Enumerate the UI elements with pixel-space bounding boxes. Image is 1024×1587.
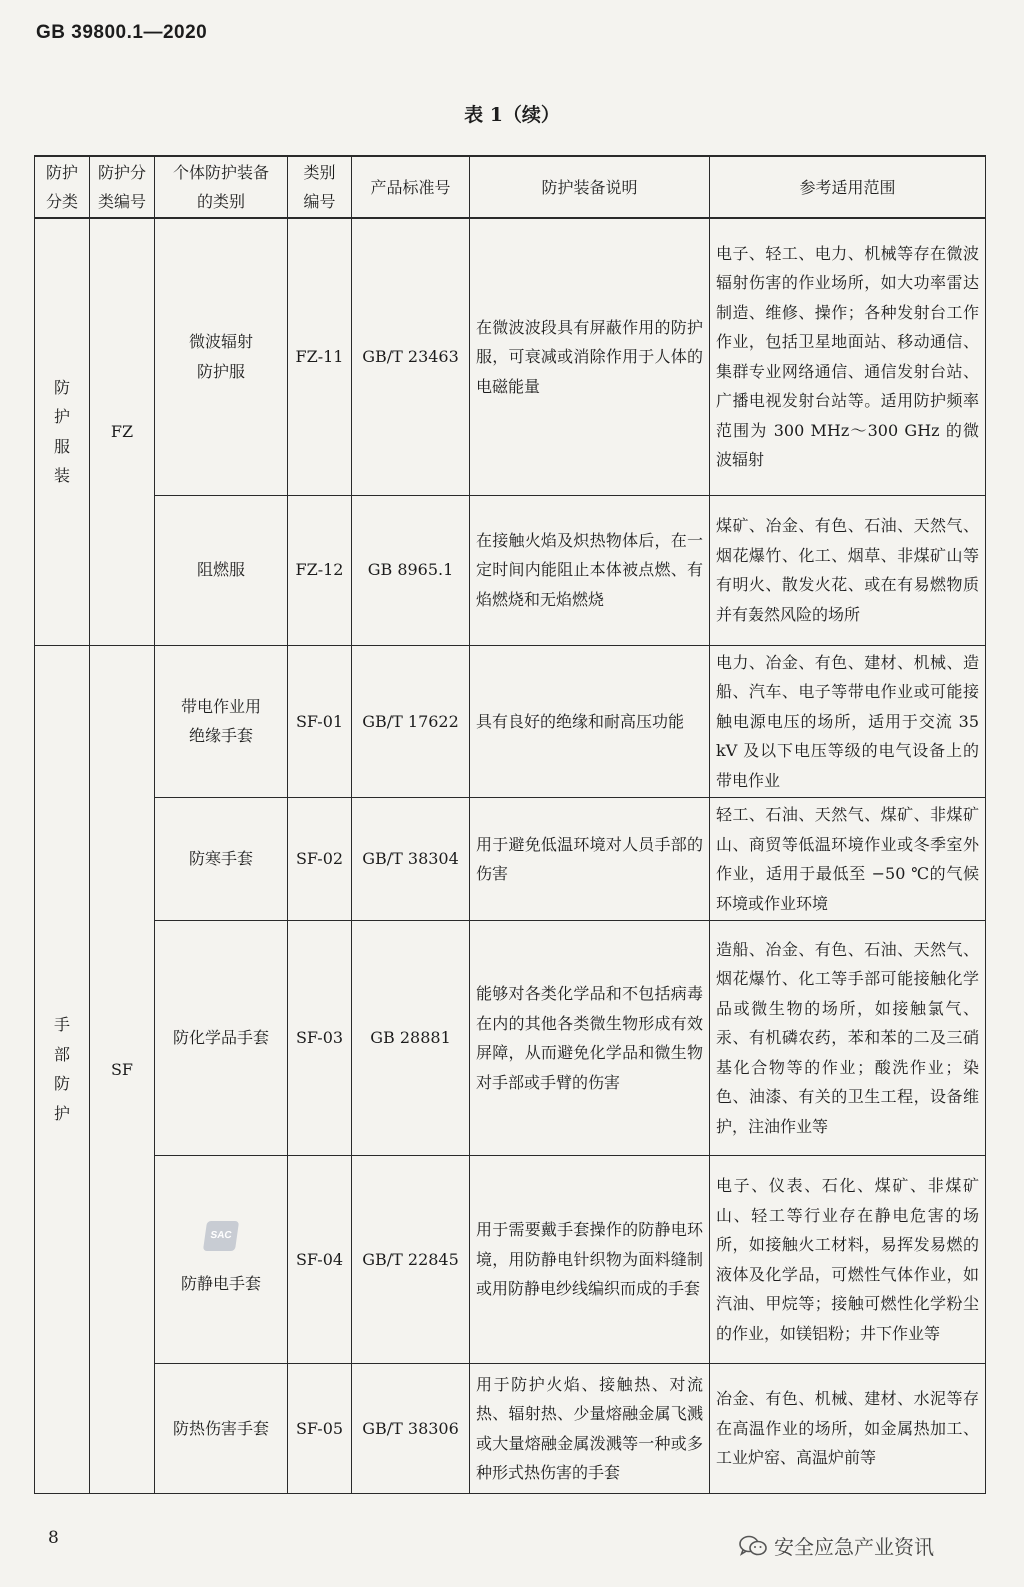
source-watermark xyxy=(738,1531,934,1560)
scope-cell: 电子、轻工、电力、机械等存在微波辐射伤害的作业场所，如大功率雷达制造、维修、操作；各种发射台工作作业，包括卫星地面站、移动通信、集群专业网络通信、通信发射台站、广播电视发射台站等。适用防护频率范围为 300 MHz～300 GHz 的微波辐射 xyxy=(710,218,986,495)
table-header-row xyxy=(35,156,986,218)
table-row xyxy=(35,921,986,1156)
category-code-cell: FZ xyxy=(90,218,155,645)
scope-cell: 轻工、石油、天然气、煤矿、非煤矿山、商贸等低温环境作业或冬季室外作业，适用于最低至 −50 ℃的气候环境或作业环境 xyxy=(710,798,986,921)
table-row xyxy=(35,1364,986,1494)
type-code-cell: SF-01 xyxy=(288,645,352,798)
description-cell: 用于防护火焰、接触热、对流热、辐射热、少量熔融金属飞溅或大量熔融金属泼溅等一种或多种形式热伤害的手套 xyxy=(470,1364,710,1494)
col-header-description: 防护装备说明 xyxy=(470,156,710,218)
type-code-cell: FZ-12 xyxy=(288,495,352,645)
description-cell: 用于需要戴手套操作的防静电环境，用防静电针织物为面料缝制或用防静电纱线编织而成的手套 xyxy=(470,1156,710,1364)
standard-cell: GB 8965.1 xyxy=(352,495,470,645)
category-cell: 手 部 防 护 xyxy=(35,645,90,1494)
description-cell: 能够对各类化学品和不包括病毒在内的其他各类微生物形成有效屏障，从而避免化学品和微生物对手部或手臂的伤害 xyxy=(470,921,710,1156)
equipment-type-cell: 防寒手套 xyxy=(155,798,288,921)
scope-cell: 煤矿、冶金、有色、石油、天然气、烟花爆竹、化工、烟草、非煤矿山等有明火、散发火花、或在有易燃物质并有轰然风险的场所 xyxy=(710,495,986,645)
table-caption: 表 1（续） xyxy=(464,104,560,126)
description-cell: 具有良好的绝缘和耐高压功能 xyxy=(470,645,710,798)
standard-cell: GB/T 38304 xyxy=(352,798,470,921)
col-header-type-code: 类别 编号 xyxy=(288,156,352,218)
equipment-type-cell: 防热伤害手套 xyxy=(155,1364,288,1494)
table-row xyxy=(35,645,986,798)
equipment-type-cell: 微波辐射 防护服 xyxy=(155,218,288,495)
equipment-type-cell: 带电作业用 绝缘手套 xyxy=(155,645,288,798)
col-header-category-code: 防护分 类编号 xyxy=(90,156,155,218)
table-row xyxy=(35,798,986,921)
description-cell: 在微波波段具有屏蔽作用的防护服，可衰减或消除作用于人体的电磁能量 xyxy=(470,218,710,495)
equipment-type-cell: 阻燃服 xyxy=(155,495,288,645)
standard-cell: GB 28881 xyxy=(352,921,470,1156)
scope-cell: 冶金、有色、机械、建材、水泥等存在高温作业的场所，如金属热加工、工业炉窑、高温炉前等 xyxy=(710,1364,986,1494)
col-header-category: 防护 分类 xyxy=(35,156,90,218)
type-code-cell: SF-04 xyxy=(288,1156,352,1364)
wechat-icon xyxy=(738,1534,768,1558)
type-code-cell: FZ-11 xyxy=(288,218,352,495)
description-cell: 在接触火焰及炽热物体后，在一定时间内能阻止本体被点燃、有焰燃烧和无焰燃烧 xyxy=(470,495,710,645)
category-code-cell: SF xyxy=(90,645,155,1494)
equipment-type-cell: 防化学品手套 xyxy=(155,921,288,1156)
scope-cell: 电力、冶金、有色、建材、机械、造船、汽车、电子等带电作业或可能接触电源电压的场所，适用于交流 35 kV 及以下电压等级的电气设备上的带电作业 xyxy=(710,645,986,798)
type-code-cell: SF-02 xyxy=(288,798,352,921)
source-name: 安全应急产业资讯 xyxy=(774,1535,934,1559)
col-header-standard: 产品标准号 xyxy=(352,156,470,218)
table-row xyxy=(35,1156,986,1364)
table-row xyxy=(35,218,986,495)
standard-cell: GB/T 23463 xyxy=(352,218,470,495)
document-code-header: GB 39800.1—2020 xyxy=(36,22,208,43)
standards-table xyxy=(34,155,986,1494)
col-header-scope: 参考适用范围 xyxy=(710,156,986,218)
table-row xyxy=(35,495,986,645)
category-cell: 防 护 服 装 xyxy=(35,218,90,645)
scope-cell: 造船、冶金、有色、石油、天然气、烟花爆竹、化工等手部可能接触化学品或微生物的场所，如接触氯气、汞、有机磷农药，苯和苯的二及三硝基化合物等的作业；酸洗作业；染色、油漆、有关的卫生工程，设备维护，注油作业等 xyxy=(710,921,986,1156)
sac-watermark-logo: SAC xyxy=(203,1221,239,1251)
standard-cell: GB/T 17622 xyxy=(352,645,470,798)
scope-cell: 电子、仪表、石化、煤矿、非煤矿山、轻工等行业存在静电危害的场所，如接触火工材料，易挥发易燃的液体及化学品，可燃性气体作业，如汽油、甲烷等；接触可燃性化学粉尘的作业，如镁铝粉；井下作业等 xyxy=(710,1156,986,1364)
type-code-cell: SF-05 xyxy=(288,1364,352,1494)
type-code-cell: SF-03 xyxy=(288,921,352,1156)
page-number: 8 xyxy=(48,1528,59,1548)
description-cell: 用于避免低温环境对人员手部的伤害 xyxy=(470,798,710,921)
col-header-equipment-type: 个体防护装备 的类别 xyxy=(155,156,288,218)
equipment-type-cell: SAC 防静电手套 xyxy=(155,1156,288,1364)
standard-cell: GB/T 38306 xyxy=(352,1364,470,1494)
standard-cell: GB/T 22845 xyxy=(352,1156,470,1364)
